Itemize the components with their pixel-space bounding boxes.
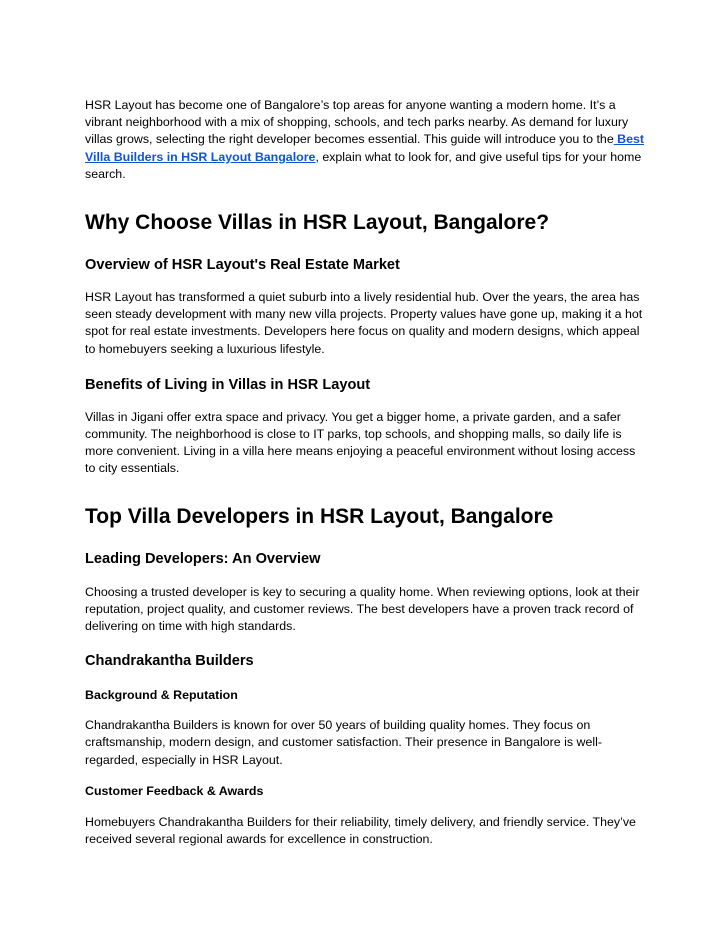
subheading-real-estate-market: Overview of HSR Layout's Real Estate Market bbox=[85, 257, 400, 274]
builder-heading: Chandrakantha Builders bbox=[85, 653, 254, 670]
benefits-paragraph: Villas in Jigani offer extra space and privacy. You get a bigger home, a private garden, and a safer community. The neighborhood is close to IT parks, top schools, and shopping malls, so daily life is more convenient. Living in a villa here means enjoying a peaceful environment without losing access to city essentials. bbox=[85, 409, 636, 476]
customer-feedback-heading: Customer Feedback & Awards bbox=[85, 783, 264, 798]
section-heading-why-choose-villas: Why Choose Villas in HSR Layout, Bangalore? bbox=[85, 211, 550, 235]
subheading-benefits-of-villas: Benefits of Living in Villas in HSR Layout bbox=[85, 376, 371, 393]
intro-text-after-link: , explain what to look for, and give useful tips for your home search. bbox=[85, 149, 642, 181]
section-heading-top-developers: Top Villa Developers in HSR Layout, Bangalore bbox=[85, 504, 554, 528]
intro-paragraph bbox=[85, 97, 645, 183]
best-villa-builders-link[interactable]: Best Villa Builders in HSR Layout Bangalore bbox=[85, 132, 645, 164]
intro-text-before-link: HSR Layout has become one of Bangalore’s top areas for anyone wanting a modern home. It’s a vibrant neighborhood with a mix of shopping, schools, and tech parks nearby. As demand for luxury villas grows, selecting the right developer becomes essential. This guide will introduce you to the bbox=[85, 98, 629, 147]
subheading-leading-developers: Leading Developers: An Overview bbox=[85, 550, 321, 567]
real-estate-market-paragraph: HSR Layout has transformed a quiet suburb into a lively residential hub. Over the years, the area has seen steady development with many new villa projects. Property values have gone up, making it a hot spot for real estate investments. Developers here focus on quality and modern designs, which appeal to homebuyers seeking a luxurious lifestyle. bbox=[85, 290, 643, 356]
background-reputation-heading: Background & Reputation bbox=[85, 688, 238, 703]
leading-developers-paragraph: Choosing a trusted developer is key to securing a quality home. When reviewing options, look at their reputation, project quality, and customer reviews. The best developers have a proven track record of delivering on time with high standards. bbox=[85, 584, 640, 634]
document-page bbox=[85, 97, 645, 848]
customer-feedback-paragraph: Homebuyers Chandrakantha Builders for their reliability, timely delivery, and friendly service. They’ve received several regional awards for excellence in construction. bbox=[85, 814, 636, 847]
background-reputation-paragraph: Chandrakantha Builders is known for over 50 years of building quality homes. They focus on craftsmanship, modern design, and customer satisfaction. Their presence in Bangalore is well-regarded, especially in HSR Layout. bbox=[85, 718, 602, 767]
